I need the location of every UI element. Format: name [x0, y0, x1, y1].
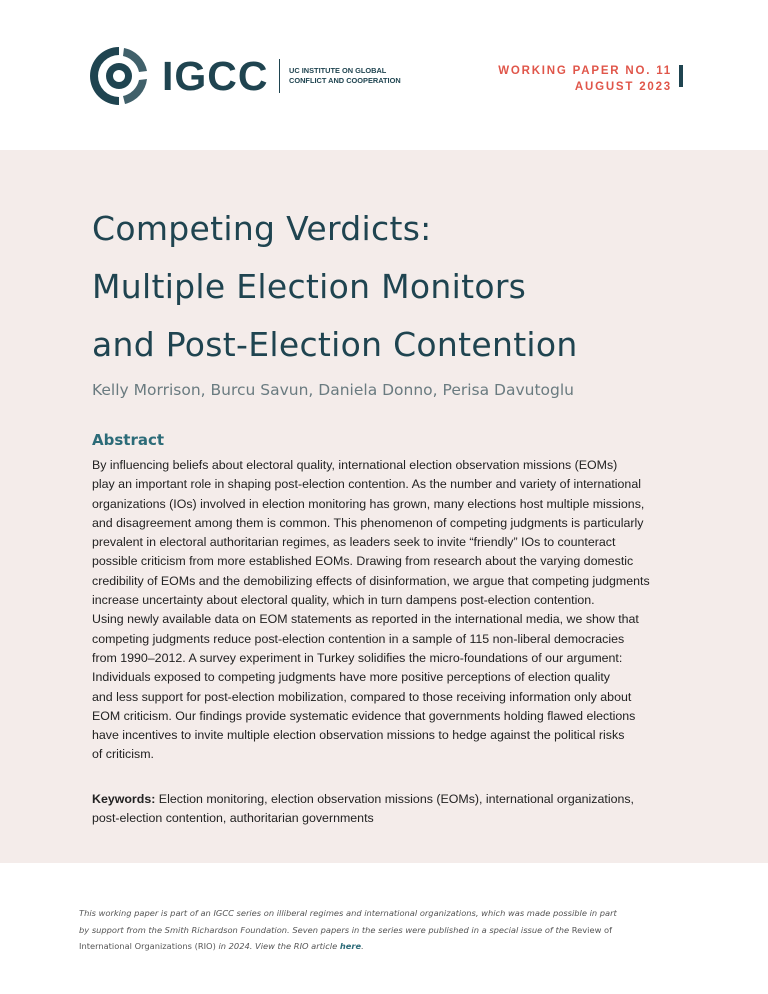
paper-date: AUGUST 2023: [574, 81, 672, 93]
logo-subtitle-line: CONFLICT AND COOPERATION: [289, 76, 401, 85]
paper-info: [498, 63, 672, 95]
abstract-line: Using newly available data on EOM statements as reported in the international media, we show that: [92, 612, 639, 627]
logo-wordmark: IGCC: [162, 52, 269, 99]
logo-subtitle-line: UC INSTITUTE ON GLOBAL: [289, 65, 387, 75]
journal-name: Review of: [571, 924, 612, 935]
abstract-line: prevalent in electoral authoritarian regimes, as leaders seek to invite “friendly” IOs to counteract: [92, 535, 616, 550]
abstract-line: possible criticism from more established EOMs. Drawing from research about the varying domestic: [92, 554, 634, 569]
abstract-line: from 1990–2012. A survey experiment in Turkey solidifies the micro-foundations of our argument:: [92, 650, 623, 665]
abstract-line: organizations (IOs) involved in election monitoring has grown, many elections host multiple missions,: [92, 496, 645, 511]
abstract-line: play an important role in shaping post-election contention. As the number and variety of international: [92, 477, 641, 492]
keywords: [92, 790, 702, 829]
logo-subtitle: [289, 66, 401, 87]
abstract-line: By influencing beliefs about electoral quality, international election observation missions (EOMs): [92, 458, 618, 472]
footer-line: This working paper is part of an IGCC series on illiberal regimes and international organizations, which was made possible in part: [79, 908, 617, 918]
keywords-line: post-election contention, authoritarian governments: [92, 811, 374, 826]
keywords-text: Election monitoring, election observation missions (EOMs), international organizations,: [155, 792, 635, 806]
title-line: Multiple Election Monitors: [92, 267, 527, 306]
abstract-heading: Abstract: [92, 431, 165, 449]
abstract-line: competing judgments reduce post-election contention in a sample of 115 non-liberal democracies: [92, 631, 625, 646]
footer-line: [79, 922, 699, 939]
logo-divider: [279, 59, 281, 93]
page-header: [0, 0, 768, 150]
abstract-body: [92, 456, 702, 765]
page-title: [92, 200, 712, 374]
title-line: Competing Verdicts:: [92, 209, 432, 248]
keywords-line: [92, 790, 702, 809]
keywords-label: Keywords:: [92, 792, 156, 806]
footer-text: by support from the Smith Richardson Foundation. Seven papers in the series were published in a special issue of the: [79, 924, 572, 935]
journal-name-cont: International Organizations (RIO): [79, 941, 216, 951]
accent-bar: [679, 65, 683, 87]
igcc-logo-icon: [88, 45, 150, 107]
abstract-line: and less support for post-election mobilization, compared to those receiving information only about: [92, 689, 632, 704]
footer-text: .: [361, 941, 364, 951]
abstract-line: increase uncertainty about electoral quality, which in turn dampens post-election contention.: [92, 593, 595, 608]
abstract-line: have incentives to invite multiple election observation missions to hedge against the political risks: [92, 728, 625, 743]
igcc-logo[interactable]: [88, 45, 401, 107]
abstract-line: EOM criticism. Our findings provide systematic evidence that governments holding flawed elections: [92, 708, 636, 723]
rio-article-link[interactable]: here: [339, 941, 362, 951]
main-panel: [0, 150, 768, 863]
abstract-line: credibility of EOMs and the demobilizing effects of disinformation, we argue that competing judgments: [92, 573, 650, 588]
abstract-line: Individuals exposed to competing judgments have more positive perceptions of election quality: [92, 670, 610, 685]
title-line: and Post-Election Contention: [92, 325, 578, 364]
footer-line: [79, 938, 699, 955]
abstract-line: of criticism.: [92, 747, 154, 762]
abstract-line: and disagreement among them is common. This phenomenon of competing judgments is particularly: [92, 515, 644, 530]
footer-text: in 2024. View the RIO article: [215, 941, 340, 951]
author-list: Kelly Morrison, Burcu Savun, Daniela Donno, Perisa Davutoglu: [92, 381, 574, 399]
footer-note: [79, 905, 699, 955]
paper-number: WORKING PAPER NO. 11: [498, 65, 672, 77]
